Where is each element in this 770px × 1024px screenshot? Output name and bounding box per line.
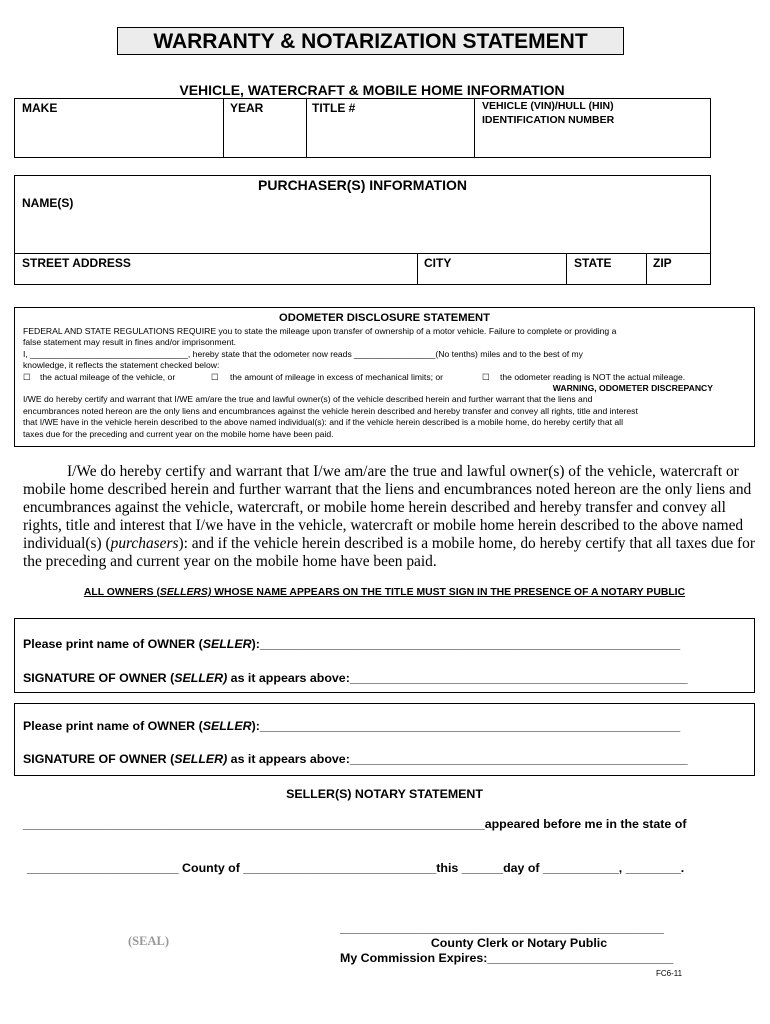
checkbox-excess[interactable]: ☐: [211, 371, 219, 382]
owner-2-print-name-field[interactable]: [23, 719, 680, 733]
odometer-cert-line: encumbrances noted hereon are the only liens and encumbrances against the vehicle herein described and hereby transfer and convey all rights, title and interest: [23, 405, 638, 416]
divider: [566, 253, 567, 285]
owner-1-signature-field[interactable]: [23, 671, 687, 685]
divider: [646, 253, 647, 285]
checkbox-not-actual[interactable]: ☐: [482, 371, 490, 382]
notice-text: ALL OWNERS (: [83, 587, 160, 598]
owners-sign-notice: [14, 587, 755, 598]
commission-expires-field[interactable]: My Commission Expires:___________________________: [340, 951, 674, 965]
checkbox-actual[interactable]: ☐: [23, 371, 31, 382]
field-emphasis: SELLER): [174, 752, 228, 766]
odometer-line: false statement may result in fines and/or imprisonment.: [23, 337, 237, 348]
odometer-line: FEDERAL AND STATE REGULATIONS REQUIRE you to state the mileage upon transfer of ownership of a motor vehicle. Failure to complete or providing a: [23, 326, 617, 336]
odometer-header: ODOMETER DISCLOSURE STATEMENT: [279, 312, 490, 324]
notary-signature-line[interactable]: _______________________________________________: [340, 921, 664, 935]
warranty-text: individual(s) (: [23, 535, 111, 552]
title-number-label: TITLE #: [312, 101, 356, 115]
street-address-label: STREET ADDRESS: [22, 256, 131, 270]
state-label: STATE: [574, 256, 612, 270]
warranty-text: ): and if the vehicle herein described is a mobile home, do hereby certify that all taxes due for: [178, 535, 755, 552]
appeared-before-field[interactable]: ___________________________________________________________________appeared before me in the state of: [23, 817, 687, 831]
names-label: NAME(S): [22, 196, 74, 210]
notary-header: SELLER(S) NOTARY STATEMENT: [286, 787, 483, 801]
odometer-line: knowledge, it reflects the statement checked below:: [23, 360, 220, 371]
field-label: SIGNATURE OF OWNER (: [23, 671, 175, 685]
option-excess-label: the amount of mileage in excess of mechanical limits; or: [230, 371, 444, 382]
field-emphasis: SELLER: [202, 719, 252, 733]
field-label: Please print name of OWNER (: [23, 719, 203, 733]
vehicle-section-header: VEHICLE, WATERCRAFT & MOBILE HOME INFORMATION: [179, 82, 565, 98]
vin-label-line1: VEHICLE (VIN)/HULL (HIN): [482, 100, 614, 112]
field-label: SIGNATURE OF OWNER (: [23, 752, 175, 766]
form-number: FC6-11: [656, 969, 683, 978]
odometer-cert-line: taxes due for the preceding and current year on the mobile home have been paid.: [23, 428, 334, 439]
field-emphasis: SELLER): [174, 671, 228, 685]
warranty-line: rights, title and interest that I/we have in the vehicle, watercraft or mobile home herein described to the above named: [23, 517, 744, 534]
make-label: MAKE: [22, 101, 58, 115]
odometer-options: [23, 372, 713, 383]
divider: [14, 253, 711, 254]
year-label: YEAR: [230, 101, 264, 115]
warranty-line: the preceding and current year on the mobile home have been paid.: [23, 553, 437, 570]
warranty-line: I/We do hereby certify and warrant that I/we am/are the true and lawful owner(s) of the vehicle, watercraft or: [67, 463, 739, 480]
field-label: Please print name of OWNER (: [23, 637, 203, 651]
divider: [306, 98, 307, 158]
divider: [417, 253, 418, 285]
city-label: CITY: [424, 256, 452, 270]
odometer-text: [23, 326, 713, 440]
purchaser-section-header: PURCHASER(S) INFORMATION: [258, 177, 467, 193]
county-date-field[interactable]: ______________________ County of ____________________________this ______day of ___________, ________.: [27, 861, 685, 875]
owner-2-signature-field[interactable]: [23, 752, 687, 766]
divider: [474, 98, 475, 158]
field-line: as it appears above:_________________________________________________: [227, 752, 688, 766]
odometer-cert-line: I/WE do hereby certify and warrant that I/WE am/are the true and lawful owner(s) of the vehicle described herein and further warrant that the liens and: [23, 394, 593, 405]
warranty-emphasis: purchasers: [110, 535, 179, 552]
vin-label-line2: IDENTIFICATION NUMBER: [482, 114, 615, 126]
notice-emphasis: SELLERS): [159, 587, 212, 598]
notice-text: WHOSE NAME APPEARS ON THE TITLE MUST SIGN IN THE PRESENCE OF A NOTARY PUBLIC: [211, 587, 686, 598]
divider: [223, 98, 224, 158]
field-line: ):_____________________________________________________________: [251, 719, 681, 733]
zip-label: ZIP: [653, 256, 672, 270]
option-actual-label: the actual mileage of the vehicle, or: [40, 371, 176, 382]
odometer-line: I, _________________________________, hereby state that the odometer now reads _________________(No tenths) miles and to the best of my: [23, 348, 583, 359]
field-line: as it appears above:_________________________________________________: [227, 671, 688, 685]
odometer-warning: WARNING, ODOMETER DISCREPANCY: [552, 383, 713, 394]
warranty-paragraph: [23, 463, 755, 571]
warranty-line: mobile home described herein and further warrant that the liens and encumbrances noted hereon are the only liens and: [23, 481, 752, 498]
field-line: ):_____________________________________________________________: [251, 637, 681, 651]
warranty-line: encumbrances against the vehicle, watercraft, or mobile home herein described and hereby transfer and convey all: [23, 499, 726, 516]
seal-placeholder: (SEAL): [128, 934, 169, 948]
field-emphasis: SELLER: [202, 637, 252, 651]
document-title: WARRANTY & NOTARIZATION STATEMENT: [117, 27, 624, 55]
warranty-line: [23, 535, 755, 553]
owner-1-print-name-field[interactable]: [23, 637, 680, 651]
notary-title: County Clerk or Notary Public: [430, 936, 608, 950]
option-not-actual-label: the odometer reading is NOT the actual mileage.: [500, 371, 686, 382]
odometer-cert-line: that I/WE have in the vehicle herein described to the above named individual(s): and if the vehicle herein described is a mobile home, do hereby certify that all: [23, 417, 623, 428]
